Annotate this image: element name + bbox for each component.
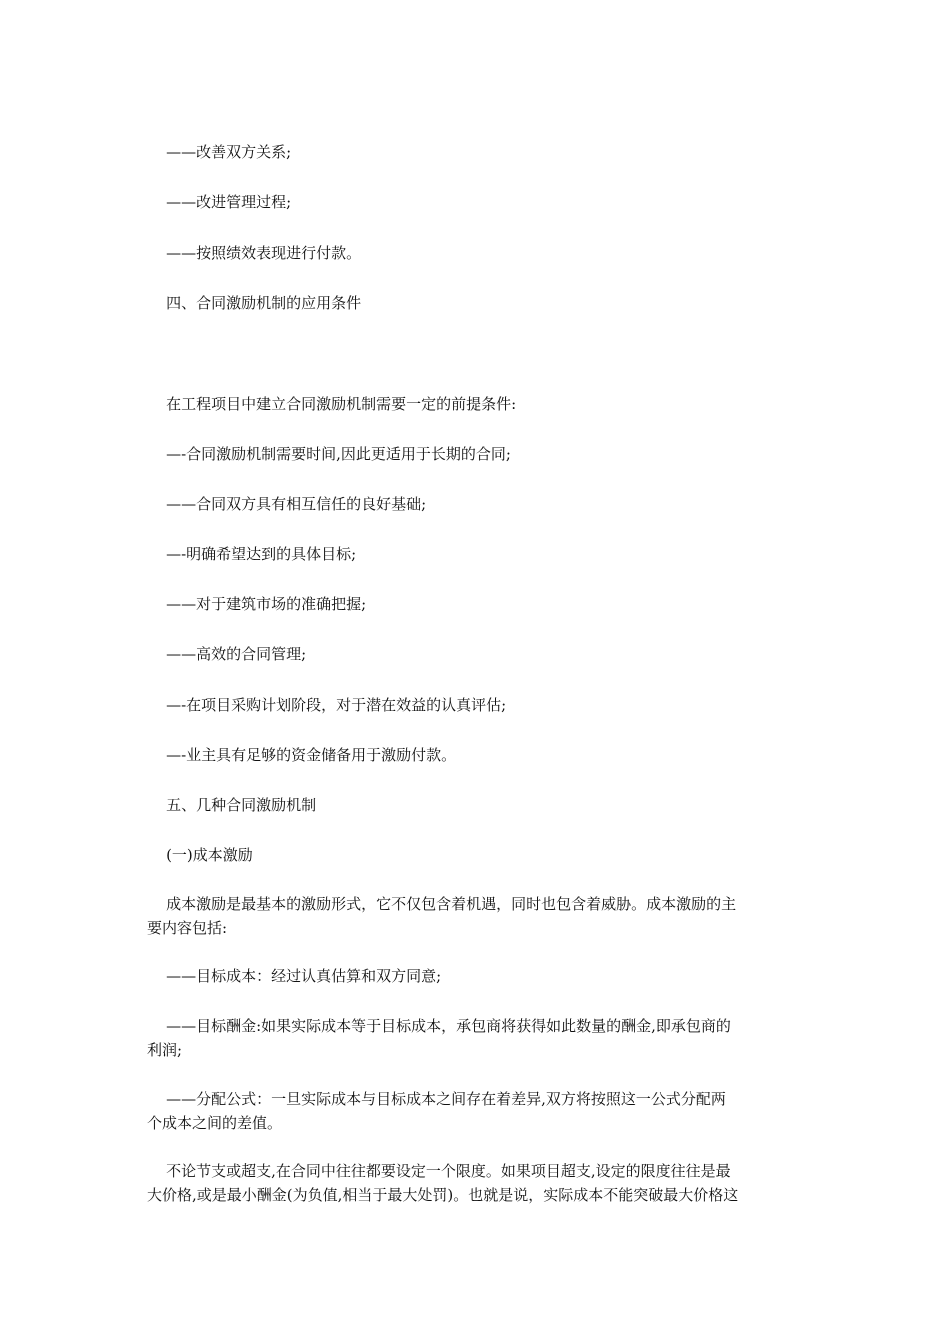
paragraph: 在工程项目中建立合同激励机制需要一定的前提条件: bbox=[147, 395, 517, 413]
list-item: ——合同双方具有相互信任的良好基础; bbox=[147, 495, 427, 513]
list-item bbox=[147, 1014, 812, 1062]
paragraph-line: 个成本之间的差值。 bbox=[147, 1114, 283, 1132]
paragraph-line: 利润; bbox=[147, 1041, 183, 1059]
paragraph-line: 成本激励是最基本的激励形式，它不仅包含着机遇，同时也包含着威胁。成本激励的主 bbox=[147, 895, 737, 913]
list-item: ——高效的合同管理; bbox=[147, 645, 307, 663]
paragraph-line: 要内容包括: bbox=[147, 919, 228, 937]
list-item: —-业主具有足够的资金储备用于激励付款。 bbox=[147, 746, 457, 764]
subsection-heading: (一)成本激励 bbox=[147, 846, 253, 864]
paragraph-line: ——分配公式：一旦实际成本与目标成本之间存在着差异,双方将按照这一公式分配两 bbox=[147, 1090, 726, 1108]
paragraph-line: 不论节支或超支,在合同中往往都要设定一个限度。如果项目超支,设定的限度往往是最 bbox=[147, 1162, 731, 1180]
list-item: ——改善双方关系; bbox=[147, 143, 292, 161]
list-item bbox=[147, 964, 812, 988]
list-item: —-合同激励机制需要时间,因此更适用于长期的合同; bbox=[147, 445, 511, 463]
section-heading: 四、合同激励机制的应用条件 bbox=[147, 294, 362, 312]
paragraph-line: ——目标酬金:如果实际成本等于目标成本，承包商将获得如此数量的酬金,即承包商的 bbox=[147, 1017, 731, 1035]
list-item bbox=[147, 1087, 812, 1135]
paragraph-line: ——目标成本：经过认真估算和双方同意; bbox=[147, 967, 442, 985]
list-item: —-在项目采购计划阶段，对于潜在效益的认真评估; bbox=[147, 696, 507, 714]
list-item: —-明确希望达到的具体目标; bbox=[147, 545, 357, 563]
list-item: ——改进管理过程; bbox=[147, 193, 292, 211]
list-item: ——对于建筑市场的准确把握; bbox=[147, 595, 367, 613]
paragraph bbox=[147, 892, 812, 940]
list-item: ——按照绩效表现进行付款。 bbox=[147, 244, 362, 262]
section-heading: 五、几种合同激励机制 bbox=[147, 796, 317, 814]
paragraph-line: 大价格,或是最小酬金(为负值,相当于最大处罚)。也就是说，实际成本不能突破最大价格这 bbox=[147, 1186, 739, 1204]
paragraph bbox=[147, 1159, 812, 1207]
